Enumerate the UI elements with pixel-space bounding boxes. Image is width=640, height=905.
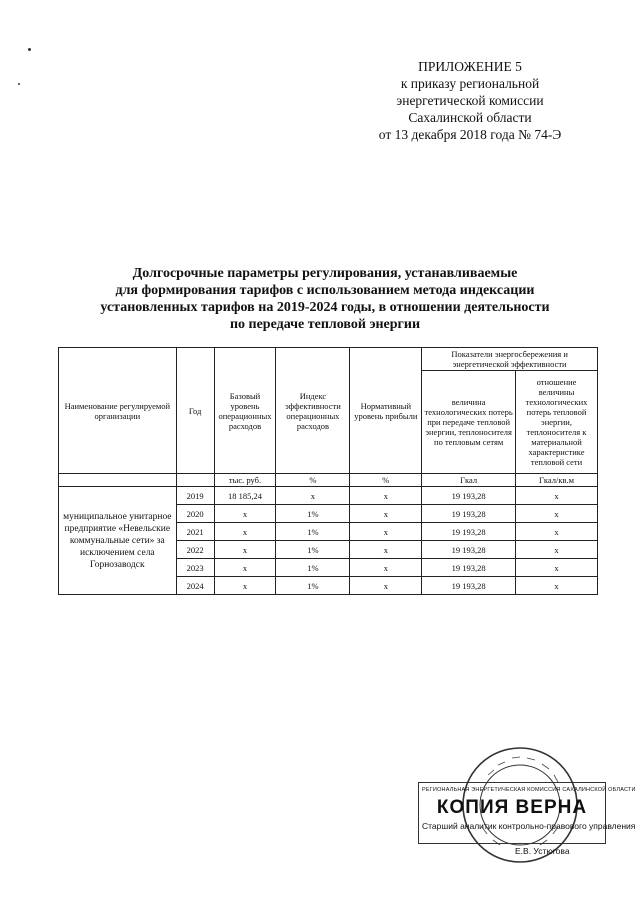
org-name: муниципальное унитарное предприятие «Невельские коммунальные сети» за исключением села Горнозаводск	[59, 487, 177, 595]
title-line: Долгосрочные параметры регулирования, устанавливаемые	[132, 266, 518, 281]
header-energy-group: Показатели энергосбережения и энергетической эффективности	[422, 348, 598, 371]
cell-base: 18 185,24	[214, 487, 276, 505]
cell-ratio: x	[516, 487, 598, 505]
parameters-table	[58, 347, 598, 595]
stamp-signatory-name: Е.В. Устюгова	[515, 846, 570, 856]
title-line: установленных тарифов на 2019-2024 годы, в отношении деятельности	[100, 300, 550, 315]
cell-base: x	[214, 523, 276, 541]
cell-losses: 19 193,28	[422, 487, 516, 505]
scan-speck	[28, 48, 31, 51]
header-losses-ratio: отношение величины технологических потерь тепловой энергии, теплоносителя к материальной характеристике тепловой сети	[516, 371, 598, 474]
cell-efficiency: 1%	[276, 523, 350, 541]
cell-ratio: x	[516, 523, 598, 541]
document-title	[60, 265, 590, 333]
cell-ratio: x	[516, 505, 598, 523]
cell-efficiency: 1%	[276, 559, 350, 577]
cell-profit: x	[350, 577, 422, 595]
appendix-line: ПРИЛОЖЕНИЕ 5	[418, 59, 522, 74]
cell-losses: 19 193,28	[422, 523, 516, 541]
cell-year: 2020	[176, 505, 214, 523]
cell-losses: 19 193,28	[422, 577, 516, 595]
header-efficiency-index: Индекс эффективности операционных расходов	[276, 348, 350, 474]
cell-losses: 19 193,28	[422, 541, 516, 559]
header-profit-level: Нормативный уровень прибыли	[350, 348, 422, 474]
appendix-line: к приказу региональной	[400, 76, 540, 91]
cell-profit: x	[350, 523, 422, 541]
cell-base: x	[214, 559, 276, 577]
certification-stamp	[418, 782, 636, 844]
header-year: Год	[176, 348, 214, 474]
stamp-position: Старший аналитик контрольно-правового управления	[422, 821, 636, 831]
header-losses: величина технологических потерь при передаче тепловой энергии, теплоносителя по тепловым сетям	[422, 371, 516, 474]
stamp-copy-label: КОПИЯ ВЕРНА	[436, 797, 588, 818]
scan-speck	[18, 83, 20, 85]
cell-ratio: x	[516, 577, 598, 595]
cell-efficiency: x	[276, 487, 350, 505]
cell-ratio: x	[516, 559, 598, 577]
stamp-org: РЕГИОНАЛЬНАЯ ЭНЕРГЕТИЧЕСКАЯ КОМИССИЯ САХАЛИНСКОЙ ОБЛАСТИ	[422, 787, 636, 793]
cell-year: 2019	[176, 487, 214, 505]
cell-losses: 19 193,28	[422, 505, 516, 523]
cell-base: x	[214, 541, 276, 559]
header-org: Наименование регулируемой организации	[59, 348, 177, 474]
cell-profit: x	[350, 559, 422, 577]
table-row	[59, 487, 598, 505]
units-year-empty	[176, 474, 214, 487]
unit-profit: %	[350, 474, 422, 487]
title-line: по передаче тепловой энергии	[229, 317, 421, 332]
cell-profit: x	[350, 487, 422, 505]
units-org-empty	[59, 474, 177, 487]
cell-profit: x	[350, 505, 422, 523]
title-line: для формирования тарифов с использованием метода индексации	[115, 283, 535, 298]
cell-year: 2023	[176, 559, 214, 577]
appendix-line: от 13 декабря 2018 года № 74-Э	[378, 127, 562, 142]
cell-year: 2022	[176, 541, 214, 559]
cell-efficiency: 1%	[276, 541, 350, 559]
cell-base: x	[214, 577, 276, 595]
unit-base: тыс. руб.	[214, 474, 276, 487]
appendix-header	[355, 58, 585, 143]
cell-efficiency: 1%	[276, 505, 350, 523]
header-base-costs: Базовый уровень операционных расходов	[214, 348, 276, 474]
cell-year: 2024	[176, 577, 214, 595]
appendix-line: энергетической комиссии	[396, 93, 544, 108]
appendix-line: Сахалинской области	[408, 110, 532, 125]
unit-efficiency: %	[276, 474, 350, 487]
cell-year: 2021	[176, 523, 214, 541]
cell-efficiency: 1%	[276, 577, 350, 595]
cell-profit: x	[350, 541, 422, 559]
cell-base: x	[214, 505, 276, 523]
cell-ratio: x	[516, 541, 598, 559]
unit-losses: Гкал	[422, 474, 516, 487]
cell-losses: 19 193,28	[422, 559, 516, 577]
unit-ratio: Гкал/кв.м	[516, 474, 598, 487]
